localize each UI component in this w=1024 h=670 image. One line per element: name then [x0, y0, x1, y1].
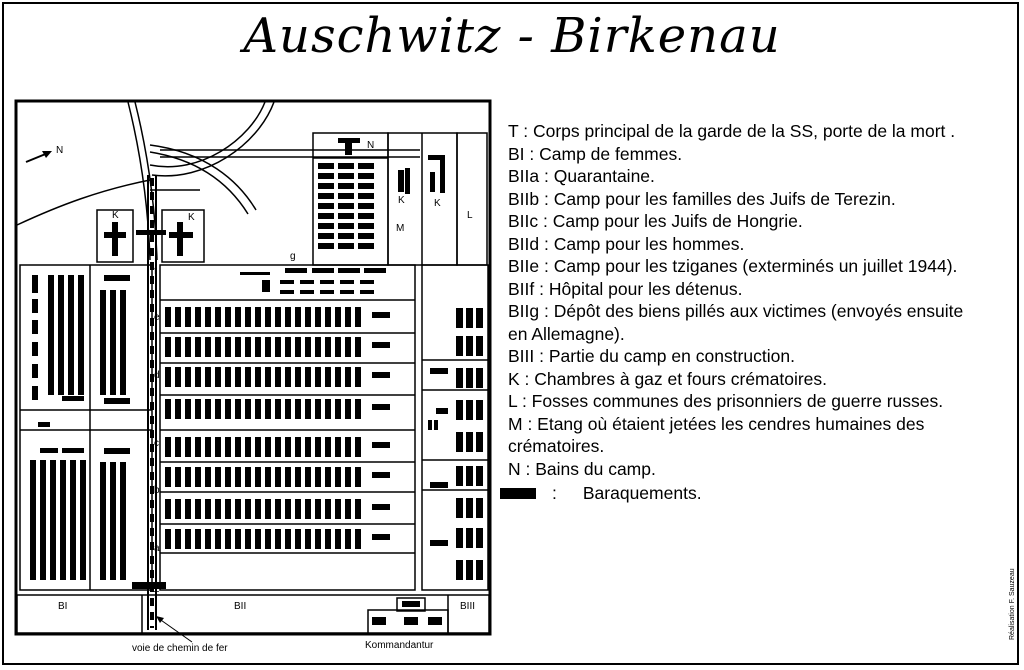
map-border [16, 101, 490, 634]
legend-item-biid: BIId : Camp pour les hommes. [508, 233, 745, 254]
legend-item-n: N : Bains du camp. [508, 458, 656, 479]
label-kommandantur: Kommandantur [365, 640, 434, 651]
legend-item-biie: BIIe : Camp pour les tziganes (exterminés un juillet 1944). [508, 256, 958, 276]
north-label: N [56, 145, 64, 156]
map-title: Auschwitz - Birkenau [243, 8, 781, 64]
label-c: c [154, 438, 159, 449]
label-bii: BII [234, 601, 247, 612]
label-n: N [367, 140, 375, 151]
legend-barracks-label: Baraquements. [582, 483, 702, 503]
label-d: d [154, 370, 160, 381]
label-e: e [154, 312, 160, 323]
legend-item-barracks [508, 482, 1018, 505]
barracks-bi [30, 275, 130, 580]
barracks-swatch [500, 488, 536, 499]
legend-item-biig: BIIg : Dépôt des biens pillés aux victimes (envoyés ensuite en Allemagne). [508, 301, 964, 344]
legend-separator: : [552, 483, 557, 503]
barracks-n [318, 163, 374, 249]
legend-item-biia: BIIa : Quarantaine. [508, 166, 655, 186]
label-k-large: K [434, 198, 441, 209]
credit: Réalisation F. Sauzeau [1009, 568, 1016, 640]
label-a: a [154, 543, 160, 554]
label-m: M [396, 223, 405, 234]
legend-item-biif: BIIf : Hôpital pour les détenus. [508, 278, 743, 299]
legend-item-l: L : Fosses communes des prisonniers de guerre russes. [508, 391, 944, 411]
label-railway: voie de chemin de fer [132, 643, 228, 654]
legend-item-m: M : Etang où étaient jetées les cendres humaines des crématoires. [508, 413, 925, 456]
label-t: T [153, 590, 160, 601]
barracks-bii [165, 307, 390, 549]
lower-band [17, 595, 489, 633]
legend-item-biii: BIII : Partie du camp en construction. [508, 346, 795, 366]
label-k-left: K [112, 210, 119, 221]
barracks-biii [372, 308, 483, 625]
label-b: b [154, 485, 160, 496]
legend-item-t: T : Corps principal de la garde de la SS, porte de la mort . [508, 121, 956, 141]
legend [508, 120, 1018, 505]
label-f: f [154, 266, 157, 277]
legend-item-biic: BIIc : Camp pour les Juifs de Hongrie. [508, 211, 803, 231]
legend-item-biib: BIIb : Camp pour les familles des Juifs de Terezin. [508, 188, 896, 209]
gate-t [132, 582, 166, 589]
label-biii: BIII [460, 601, 476, 612]
label-k-small: K [398, 195, 405, 206]
label-bi: BI [58, 601, 68, 612]
label-g: g [290, 251, 296, 262]
legend-item-k: K : Chambres à gaz et fours crématoires. [508, 368, 828, 389]
label-k-right: K [188, 212, 195, 223]
label-l: L [467, 210, 473, 221]
legend-item-bi: BI : Camp de femmes. [508, 143, 683, 164]
